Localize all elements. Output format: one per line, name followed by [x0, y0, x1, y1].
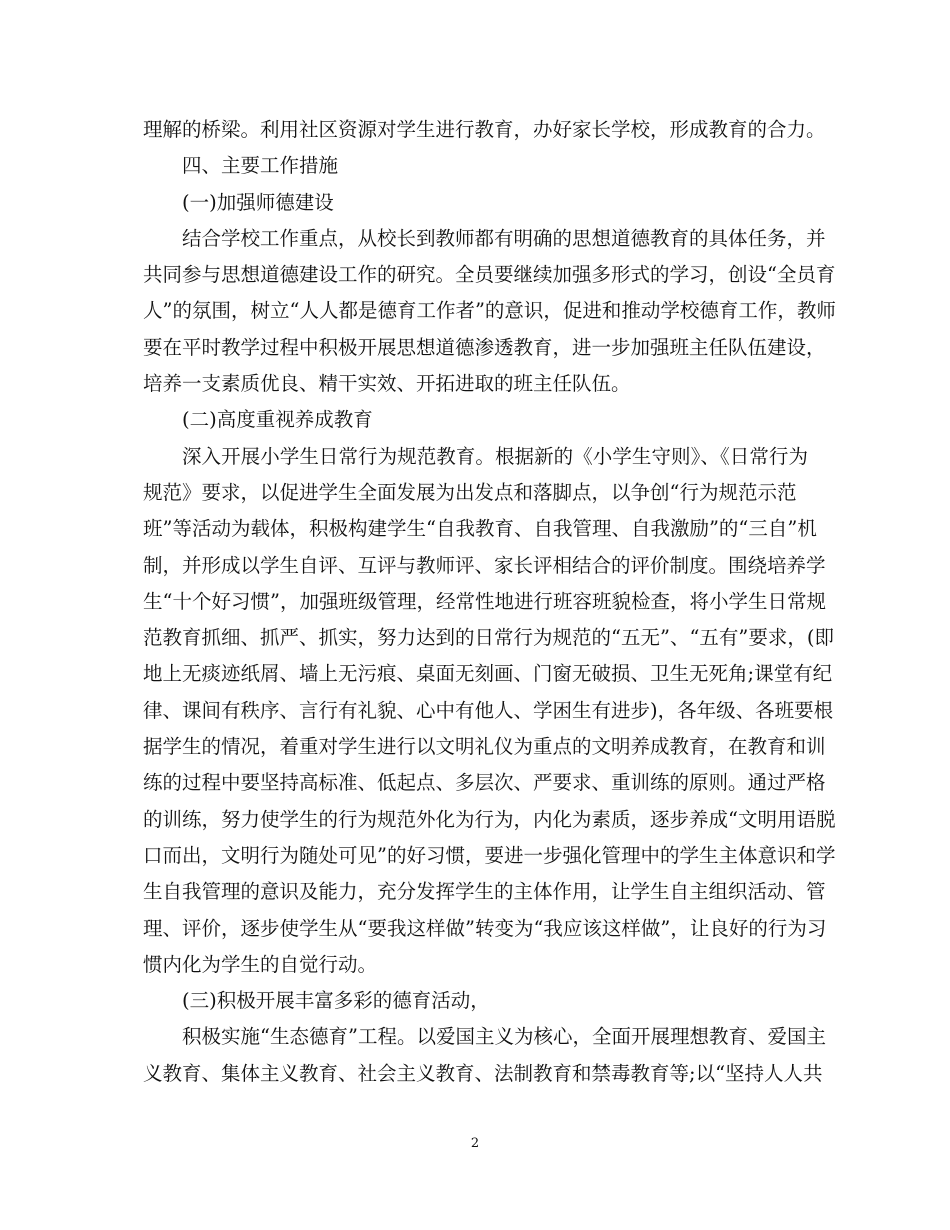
- text-line: 深入开展小学生日常行为规范教育。根据新的《小学生守则》、《日常行为: [182, 444, 808, 468]
- subsection-heading: (一)加强师德建设: [182, 190, 334, 214]
- text-line: 班”等活动为载体，积极构建学生“自我教育、自我管理、自我激励”的“三自”机: [143, 517, 817, 541]
- text-line: 理、评价，逐步使学生从“要我这样做”转变为“我应该这样做”，让良好的行为习: [143, 916, 827, 940]
- text-line: 结合学校工作重点，从校长到教师都有明确的思想道德教育的具体任务，并: [182, 226, 826, 250]
- text-line: 生自我管理的意识及能力，充分发挥学生的主体作用，让学生自主组织活动、管: [143, 880, 826, 904]
- text-line: 理解的桥梁。利用社区资源对学生进行教育，办好家长学校，形成教育的合力。: [143, 118, 826, 141]
- page-number: 2: [470, 1136, 480, 1151]
- text-line: 口而出，文明行为随处可见”的好习惯，要进一步强化管理中的学生主体意识和学: [143, 843, 836, 867]
- text-line: 地上无痰迹纸屑、墙上无污痕、桌面无刻画、门窗无破损、卫生无死角;课堂有纪: [143, 662, 833, 686]
- text-line: 惯内化为学生的自觉行动。: [143, 952, 378, 976]
- text-line: 培养一支素质优良、精干实效、开拓进取的班主任队伍。: [143, 372, 631, 396]
- text-line: 积极实施“生态德育”工程。以爱国主义为核心，全面开展理想教育、爱国主: [182, 1025, 826, 1049]
- text-line: 制，并形成以学生自评、互评与教师评、家长评相结合的评价制度。围绕培养学: [143, 553, 826, 577]
- text-line: 范教育抓细、抓严、抓实，努力达到的日常行为规范的“五无”、“五有”要求，(即: [143, 626, 834, 650]
- subsection-heading: (二)高度重视养成教育: [182, 408, 373, 432]
- text-line: 规范》要求，以促进学生全面发展为出发点和落脚点，以争创“行为规范示范: [143, 480, 797, 504]
- text-line: 要在平时教学过程中积极开展思想道德渗透教育，进一步加强班主任队伍建设，: [143, 335, 826, 359]
- text-line: 练的过程中要坚持高标准、低起点、多层次、严要求、重训练的原则。通过严格: [143, 771, 826, 795]
- text-line: 人”的氛围，树立“人人都是德育工作者”的意识，促进和推动学校德育工作，教师: [143, 299, 836, 323]
- subsection-heading: (三)积极开展丰富多彩的德育活动，: [182, 989, 490, 1013]
- text-line: 共同参与思想道德建设工作的研究。全员要继续加强多形式的学习，创设“全员育: [143, 263, 836, 287]
- text-line: 据学生的情况，着重对学生进行以文明礼仪为重点的文明养成教育，在教育和训: [143, 735, 826, 759]
- text-line: 义教育、集体主义教育、社会主义教育、法制教育和禁毒教育等;以“坚持人人共: [143, 1061, 823, 1085]
- text-line: 生“十个好习惯”，加强班级管理，经常性地进行班容班貌检查，将小学生日常规: [143, 589, 826, 613]
- section-heading: 四、主要工作措施: [182, 154, 339, 178]
- text-line: 的训练，努力使学生的行为规范外化为行为，内化为素质，逐步养成“文明用语脱: [143, 807, 836, 831]
- body-text: [143, 112, 836, 1092]
- text-line: 律、课间有秩序、言行有礼貌、心中有他人、学困生有进步)，各年级、各班要根: [143, 698, 834, 722]
